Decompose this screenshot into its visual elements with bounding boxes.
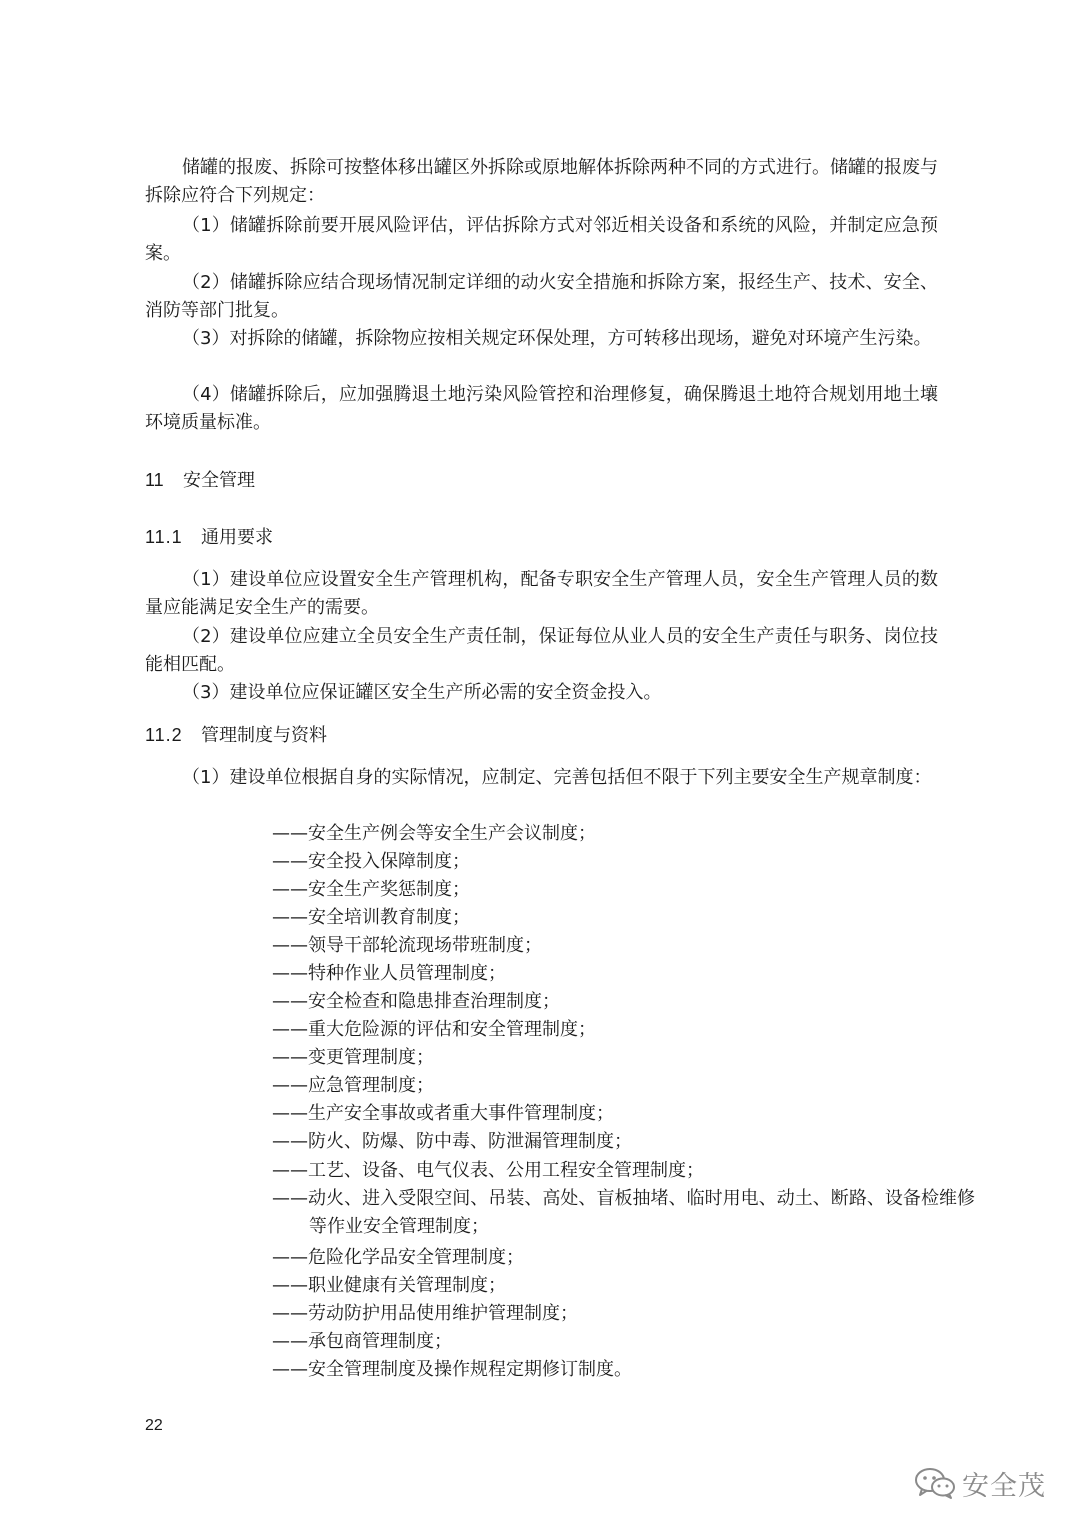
regulation-item: ——重大危险源的评估和安全管理制度； xyxy=(272,1019,596,1040)
regulation-item: ——应急管理制度； xyxy=(272,1075,434,1096)
general-req-1: （1）建设单位应设置安全生产管理机构，配备专职安全生产管理人员，安全生产管理人员的数量应能满足安全生产的需要。 xyxy=(145,569,938,618)
regulation-item: ——安全生产奖惩制度； xyxy=(272,879,470,900)
regulation-item: ——劳动防护用品使用维护管理制度； xyxy=(272,1303,578,1324)
regulation-item: ——变更管理制度； xyxy=(272,1047,434,1068)
regulation-item: ——生产安全事故或者重大事件管理制度； xyxy=(272,1103,614,1124)
regulation-item: ——防火、防爆、防中毒、防泄漏管理制度； xyxy=(272,1131,632,1152)
watermark xyxy=(914,1463,1046,1503)
general-req-2: （2）建设单位应建立全员安全生产责任制，保证每位从业人员的安全生产责任与职务、岗位技能相匹配。 xyxy=(145,626,938,675)
rule-item-3: （3）对拆除的储罐，拆除物应按相关规定环保处理，方可转移出现场，避免对环境产生污染。 xyxy=(182,328,932,349)
regulation-item: ——领导干部轮流现场带班制度； xyxy=(272,935,542,956)
general-req-3: （3）建设单位应保证罐区安全生产所必需的安全资金投入。 xyxy=(182,682,662,703)
regulation-item: ——动火、进入受限空间、吊装、高处、盲板抽堵、临时用电、动土、断路、设备检维修等作业安全管理制度； xyxy=(272,1188,975,1237)
rule-item-2: （2）储罐拆除应结合现场情况制定详细的动火安全措施和拆除方案，报经生产、技术、安全、消防等部门批复。 xyxy=(145,272,938,321)
section-11-heading xyxy=(145,466,255,495)
regulation-item: ——安全生产例会等安全生产会议制度； xyxy=(272,823,596,844)
regulation-item: ——安全管理制度及操作规程定期修订制度。 xyxy=(272,1359,632,1380)
regulation-item: ——职业健康有关管理制度； xyxy=(272,1275,506,1296)
rule-item-4: （4）储罐拆除后，应加强腾退土地污染风险管控和治理修复，确保腾退土地符合规划用地土壤环境质量标准。 xyxy=(145,384,938,433)
regulation-item: ——承包商管理制度； xyxy=(272,1331,452,1352)
section-number: 11.1 xyxy=(145,527,183,547)
regulation-item: ——安全培训教育制度； xyxy=(272,907,470,928)
section-11-1-heading xyxy=(145,523,273,552)
intro-paragraph: 储罐的报废、拆除可按整体移出罐区外拆除或原地解体拆除两种不同的方式进行。储罐的报废与拆除应符合下列规定： xyxy=(145,157,938,206)
regulation-item: ——安全投入保障制度； xyxy=(272,851,470,872)
regulation-item: ——特种作业人员管理制度； xyxy=(272,963,506,984)
section-number: 11.2 xyxy=(145,725,183,745)
regulation-item: ——工艺、设备、电气仪表、公用工程安全管理制度； xyxy=(272,1160,704,1181)
regulation-item: ——危险化学品安全管理制度； xyxy=(272,1247,524,1268)
section-title: 管理制度与资料 xyxy=(201,725,327,746)
section-11-2-heading xyxy=(145,721,327,750)
regulations-intro: （1）建设单位根据自身的实际情况，应制定、完善包括但不限于下列主要安全生产规章制度： xyxy=(182,767,932,788)
section-title: 通用要求 xyxy=(201,527,273,548)
page-number: 22 xyxy=(145,1417,163,1434)
regulation-item: ——安全检查和隐患排查治理制度； xyxy=(272,991,560,1012)
rule-item-1: （1）储罐拆除前要开展风险评估，评估拆除方式对邻近相关设备和系统的风险，并制定应急预案。 xyxy=(145,215,938,264)
section-number: 11 xyxy=(145,470,164,490)
wechat-icon xyxy=(914,1466,956,1500)
section-title: 安全管理 xyxy=(183,470,255,491)
watermark-text: 安全茂 xyxy=(962,1470,1046,1502)
